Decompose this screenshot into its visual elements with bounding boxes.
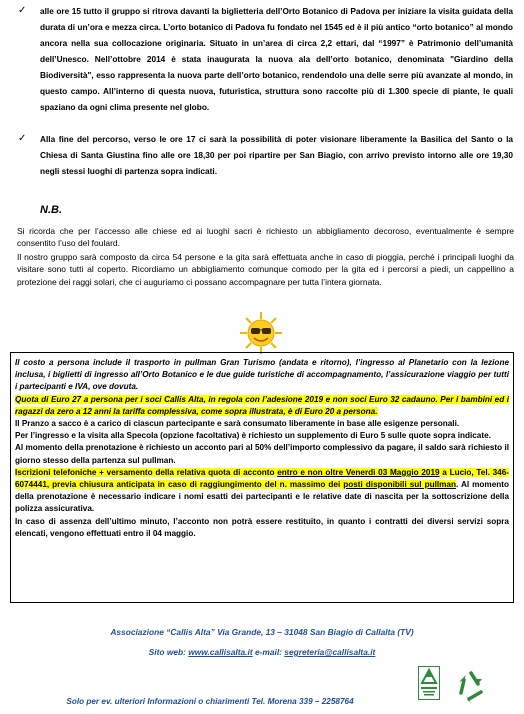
bullet-text: Alla fine del percorso, verso le ore 17 ci sarà la possibilità di poter visionare liberamente la Basilica del Santo o la Chiesa di Santa Giustina fino alle ore 18,30 per poi ripartire per San Biagio, con arrivo previsto intorno alle ore 19,30 negli stessi luoghi di partenza sopra indicati.	[40, 134, 513, 176]
box-cancellation-paragraph: In caso di assenza dell’ultimo minuto, l’acconto non potrà essere restituito, in quanto i contratti dei diversi servizi sopra elencati, vengono effettuati entro il 04 maggio.	[15, 516, 509, 538]
nb-paragraph-2: Il nostro gruppo sarà composto da circa 54 persone e la gita sarà effettuata anche in caso di pioggia, perché i principali luoghi da visitare sono tutti al coperto. Ricordiamo un abbigliamento comunque comodo per la gita ed i percorsi a piedi, un cappellino a protezione dei raggi solari, che ci auguriamo ci possano accompagnare per tutta l’intera giornata.	[17, 252, 514, 287]
bullet-orto-botanico	[18, 3, 513, 115]
box-price-highlight: Quota di Euro 27 a persona per i soci Callis Alta, in regola con l’adesione 2019 e non soci Euro 32 cadauno. Per i bambini ed i ragazzi da zero a 12 anni la tariffa complessiva, come sopra illustrata, è di Euro 20 a persona.	[15, 394, 509, 416]
association-address: Associazione “Callis Alta” Via Grande, 13 – 31048 San Biagio di Callalta (TV)	[110, 627, 414, 637]
box-registration-paragraph: Iscrizioni telefoniche + versamento della relativa quota di acconto entro e non oltre Venerdì 03 Maggio 2019 a Lucio, Tel. 346-6074441, previa chiusura anticipata in caso di raggiungimento del n. massimo dei posti disponibili sul pullman. Al momento della prenotazione è necessario indicare i nomi esatti dei partecipanti e le relative date di nascita per la sottoscrizione della polizza assicurativa.	[15, 467, 509, 514]
website-link[interactable]: www.callisalta.it	[188, 647, 253, 657]
bullet-text: alle ore 15 tutto il gruppo si ritrova davanti la biglietteria dell’Orto Botanico di Padova per iniziare la visita guidata della durata di un’ora e mezza circa. L’orto botanico di Padova fu fondato nel 1545 ed è il più antico “orto botanico” al mondo ancora nella sua collocazione originaria. Situato in un’area di circa 2,2 ettari, dal “1997” è Patrimonio dell’umanità dell’Unesco. Nell’ottobre 2014 è stata inaugurata la nuova ala dell’orto botanico, denominata "Giardino della Biodiversità", esso rappresenta la nuova parte dell’orto botanico, rendendolo una delle serre più avanzate al mondo, in questo campo. All’interno di questa nuova, futuristica, struttura sono raccolte più di 1.300 specie di piante, le quali spaziano da ogni clima presente nel globo.	[40, 6, 513, 112]
box-specola-paragraph: Per l’ingresso e la visita alla Specola (opzione facoltativa) è richiesto un supplemento di Euro 5 sulle quote sopra indicate.	[15, 431, 491, 441]
box-deposit-paragraph: Al momento della prenotazione è richiesto un acconto pari al 50% dell’importo complessivo da pagare, il saldo sarà richiesto il giorno stesso della partenza sul pullman.	[15, 443, 509, 465]
nb-title: N.B.	[40, 204, 62, 216]
info-box	[10, 352, 514, 603]
footer-web-line: Sito web: www.callisalta.it e-mail: segreteria@callisalta.it	[148, 647, 376, 657]
box-cost-paragraph: Il costo a persona include il trasporto in pullman Gran Turismo (andata e ritorno), l’ingresso al Planetario con la lezione inclusa, i biglietti di ingresso all’Orto Botanico e le due guide turistiche di accompagnamento, l’assicurazione viaggio per tutti i partecipanti e IVA, ove dovuta.	[15, 358, 509, 392]
check-icon: ✓	[18, 133, 27, 144]
box-lunch-paragraph: Il Pranzo a sacco è a carico di ciascun partecipante e sarà consumato liberamente in base alle esigenze personali.	[15, 419, 460, 429]
check-icon: ✓	[18, 5, 27, 16]
seats-limit: posti disponibili sul pullman	[343, 480, 456, 490]
nb-paragraph-1: Si ricorda che per l’accesso alle chiese ed ai luoghi sacri è richiesto un abbigliamento decoroso, eventualmente è sempre consentito l’uso del foulard.	[17, 226, 514, 249]
sun-icon	[239, 311, 283, 355]
bullet-basilica	[18, 131, 513, 179]
deadline-date: entro e non oltre Venerdì 03 Maggio 2019	[277, 467, 440, 477]
recycle-100-logo	[452, 668, 490, 706]
contact-line: Solo per ev. ulteriori Informazioni o chiarimenti Tel. Morena 339 – 2258764	[66, 697, 354, 706]
recycle-logo	[418, 666, 440, 700]
email-link[interactable]: segreteria@callisalta.it	[284, 647, 376, 657]
